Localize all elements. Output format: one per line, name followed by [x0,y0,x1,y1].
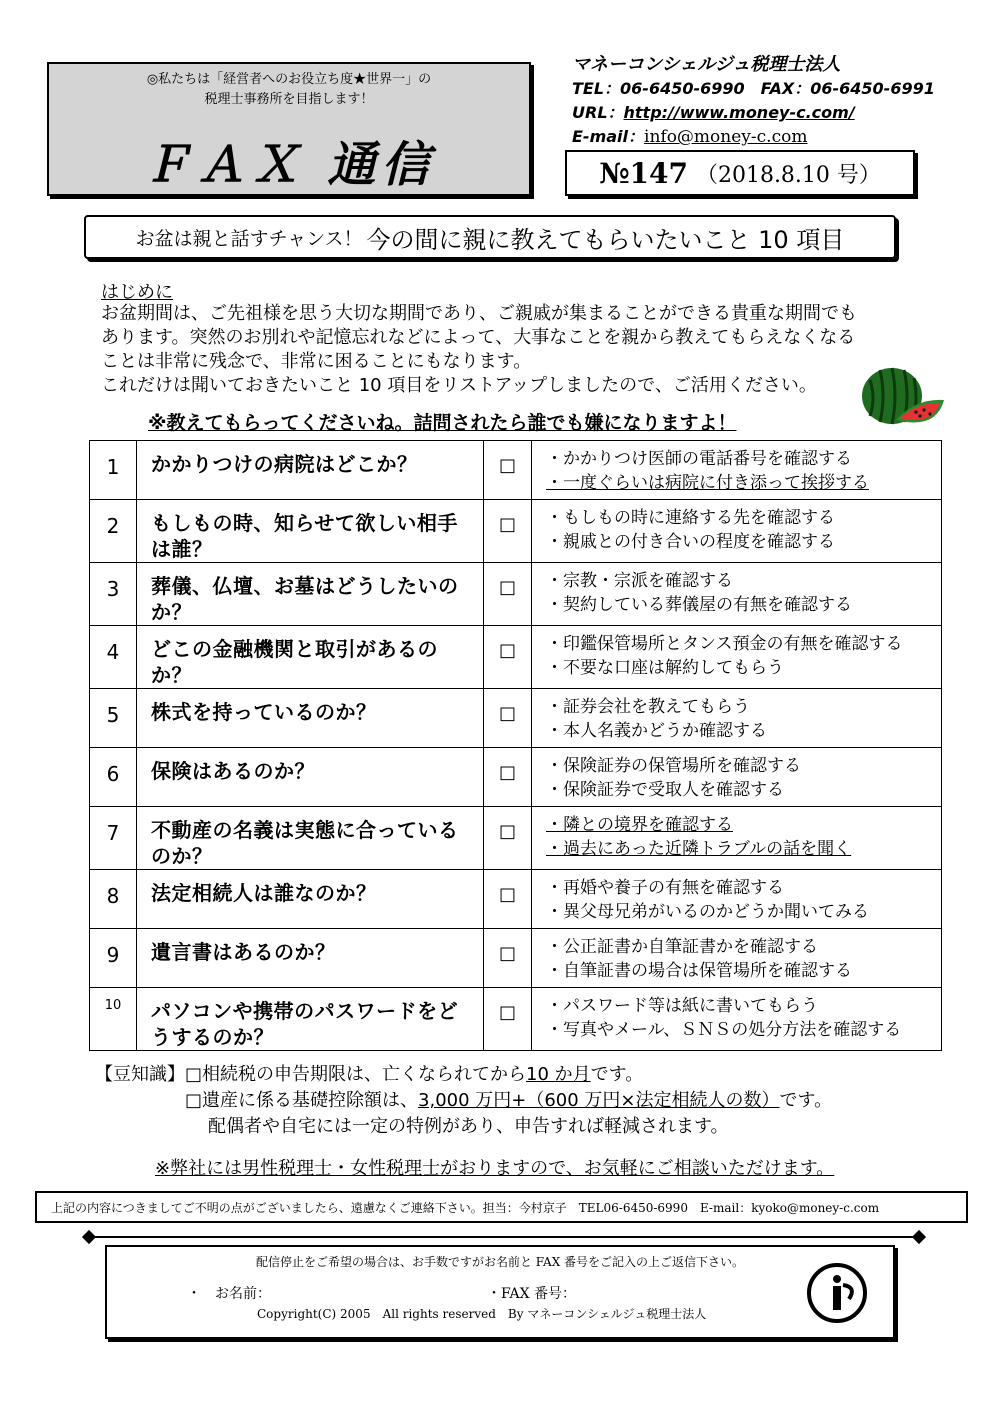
copyright: Copyright(C) 2005 All rights reserved By マネーコンシェルジュ税理士法人 [257,1307,707,1321]
email-label: E-mail： [572,127,645,146]
divider [90,1236,920,1238]
checklist-row [90,929,942,988]
item-number: 1 [90,441,137,500]
action-notes [532,988,942,1051]
intro-heading: はじめに [101,282,173,303]
item-number: 3 [90,563,137,626]
reply-box [105,1245,895,1339]
trivia-label: 【豆知識】 [95,1064,185,1085]
mission-line-2: 税理士事務所を目指します！ [204,92,374,107]
item-number: 5 [90,689,137,748]
trivia-text: です。 [590,1064,644,1085]
action-note: ・もしもの時に連絡する先を確認する [546,508,835,528]
unsubscribe-note: 配信停止をご希望の場合は、お手数ですがお名前と FAX 番号をご記入の上ご返信下さい。 [255,1255,745,1269]
action-note: ・親戚との付き合いの程度を確認する [546,532,835,552]
trivia-text: □遺産に係る基礎控除額は、 [185,1090,419,1111]
intro-line: お盆期間は、ご先祖様を思う大切な期間であり、ご親戚が集まることができる貴重な期間でも [101,303,857,324]
privacy-mark-icon [797,1255,877,1335]
action-note: ・保険証券の保管場所を確認する [546,756,801,776]
checkbox[interactable]: □ [484,689,532,748]
email-link[interactable]: info@money-c.com [644,127,808,147]
contact-strip: 上記の内容につきましてご不明の点がございましたら、遠慮なくご連絡下さい。担当：今村京子 TEL06-6450-6990 E-mail：kyoko@money-c.com [35,1191,968,1223]
checklist-row [90,988,942,1051]
action-note: ・宗教・宗派を確認する [546,571,733,591]
action-note: ・写真やメール、ＳＮＳの処分方法を確認する [546,1020,902,1040]
staff-note: ※弊社には男性税理士・女性税理士がおりますので、お気軽にご相談いただけます。 [155,1158,835,1179]
action-notes [532,689,942,748]
checklist-row [90,626,942,689]
action-note: ・本人名義かどうか確認する [546,721,767,741]
checkbox[interactable]: □ [484,441,532,500]
checkbox[interactable]: □ [484,748,532,807]
question: もしもの時、知らせて欲しい相手は誰？ [137,500,484,563]
fax-title: ＦＡＸ 通信 [142,137,436,193]
checklist-row [90,500,942,563]
checklist-row [90,807,942,870]
action-notes [532,748,942,807]
question: 法定相続人は誰なのか？ [137,870,484,929]
headline-lead: お盆は親と話すチャンス！ [135,227,363,250]
company-tel-fax: TEL：06-6450-6990 FAX：06-6450-6991 [572,79,935,98]
action-notes [532,563,942,626]
issue-date: （2018.8.10 号） [695,162,881,188]
trivia-emphasis: 10 か月 [526,1064,591,1085]
trivia-emphasis: 3,000 万円+（600 万円×法定相続人の数） [418,1090,780,1111]
issue-box [565,150,915,196]
checklist-row [90,441,942,500]
action-note: ・再婚や養子の有無を確認する [546,878,784,898]
company-email [572,124,807,147]
checklist-row [90,563,942,626]
question: 葬儀、仏壇、お墓はどうしたいのか？ [137,563,484,626]
action-notes [532,870,942,929]
question: 遺言書はあるのか？ [137,929,484,988]
trivia-text: です。 [779,1090,833,1111]
question: どこの金融機関と取引があるのか？ [137,626,484,689]
action-notes [532,441,942,500]
intro-line: これだけは聞いておきたいこと 10 項目をリストアップしましたので、ご活用ください。 [101,375,817,396]
checklist-table [89,440,942,1051]
checkbox[interactable]: □ [484,626,532,689]
action-note: ・かかりつけ医師の電話番号を確認する [546,449,852,469]
issue-number: №147 [599,156,688,190]
intro-line: ことは非常に残念で、非常に困ることにもなります。 [101,351,532,372]
fax-number-field[interactable]: ・FAX 番号： [487,1286,577,1302]
watermelon-icon [856,358,946,438]
headline-box [84,215,896,259]
checkbox[interactable]: □ [484,500,532,563]
url-label: URL： [572,103,624,122]
company-name: マネーコンシェルジュ税理士法人 [572,54,841,75]
action-note: ・自筆証書の場合は保管場所を確認する [546,961,852,981]
checklist-row [90,748,942,807]
item-number: 2 [90,500,137,563]
action-note: ・不要な口座は解約してもらう [546,658,784,678]
action-note: ・隣との境界を確認する [546,815,733,835]
url-link[interactable]: http://www.money-c.com/ [623,103,855,122]
item-number: 10 [90,988,137,1051]
notice-line: ※教えてもらってくださいね。詰問されたら誰でも嫌になりますよ！ [148,412,737,434]
item-number: 6 [90,748,137,807]
checkbox[interactable]: □ [484,929,532,988]
action-notes [532,929,942,988]
trivia-text: □相続税の申告期限は、亡くなられてから [185,1064,527,1085]
checkbox[interactable]: □ [484,870,532,929]
question: かかりつけの病院はどこか？ [137,441,484,500]
checkbox[interactable]: □ [484,563,532,626]
headline-main: 今の間に親に教えてもらいたいこと 10 項目 [366,225,845,254]
item-number: 9 [90,929,137,988]
company-url [572,100,855,123]
intro-line: あります。突然のお別れや記憶忘れなどによって、大事なことを親から教えてもらえなくなる [101,327,856,348]
question: 保険はあるのか？ [137,748,484,807]
action-note: ・契約している葬儀屋の有無を確認する [546,595,852,615]
action-note: ・一度ぐらいは病院に付き添って挨拶する [546,473,869,493]
divider-diamond [912,1230,926,1244]
action-note: ・保険証券で受取人を確認する [546,780,784,800]
trivia-item-2 [185,1088,832,1114]
item-number: 8 [90,870,137,929]
question: パソコンや携帯のパスワードをどうするのか？ [137,988,484,1051]
mission-statement [49,70,529,110]
question: 不動産の名義は実態に合っているのか？ [137,807,484,870]
action-note: ・異父母兄弟がいるのかどうか聞いてみる [546,902,869,922]
mission-line-1: ◎私たちは「経営者へのお役立ち度★世界一」の [146,72,432,87]
trivia-item-1 [95,1062,643,1088]
action-note: ・過去にあった近隣トラブルの話を聞く [546,839,852,859]
action-note: ・パスワード等は紙に書いてもらう [546,996,818,1016]
name-field[interactable]: ・ お名前： [187,1286,271,1302]
checkbox[interactable]: □ [484,988,532,1051]
checkbox[interactable]: □ [484,807,532,870]
action-notes [532,807,942,870]
question: 株式を持っているのか？ [137,689,484,748]
fax-header-box [47,62,531,196]
action-note: ・公正証書か自筆証書かを確認する [546,937,818,957]
item-number: 4 [90,626,137,689]
action-notes [532,500,942,563]
checklist-row [90,689,942,748]
item-number: 7 [90,807,137,870]
action-note: ・証券会社を教えてもらう [546,697,750,717]
action-note: ・印鑑保管場所とタンス預金の有無を確認する [546,634,903,654]
trivia-item-3: 配偶者や自宅には一定の特例があり、申告すれば軽減されます。 [208,1116,729,1137]
divider-diamond [82,1230,96,1244]
checklist-row [90,870,942,929]
action-notes [532,626,942,689]
